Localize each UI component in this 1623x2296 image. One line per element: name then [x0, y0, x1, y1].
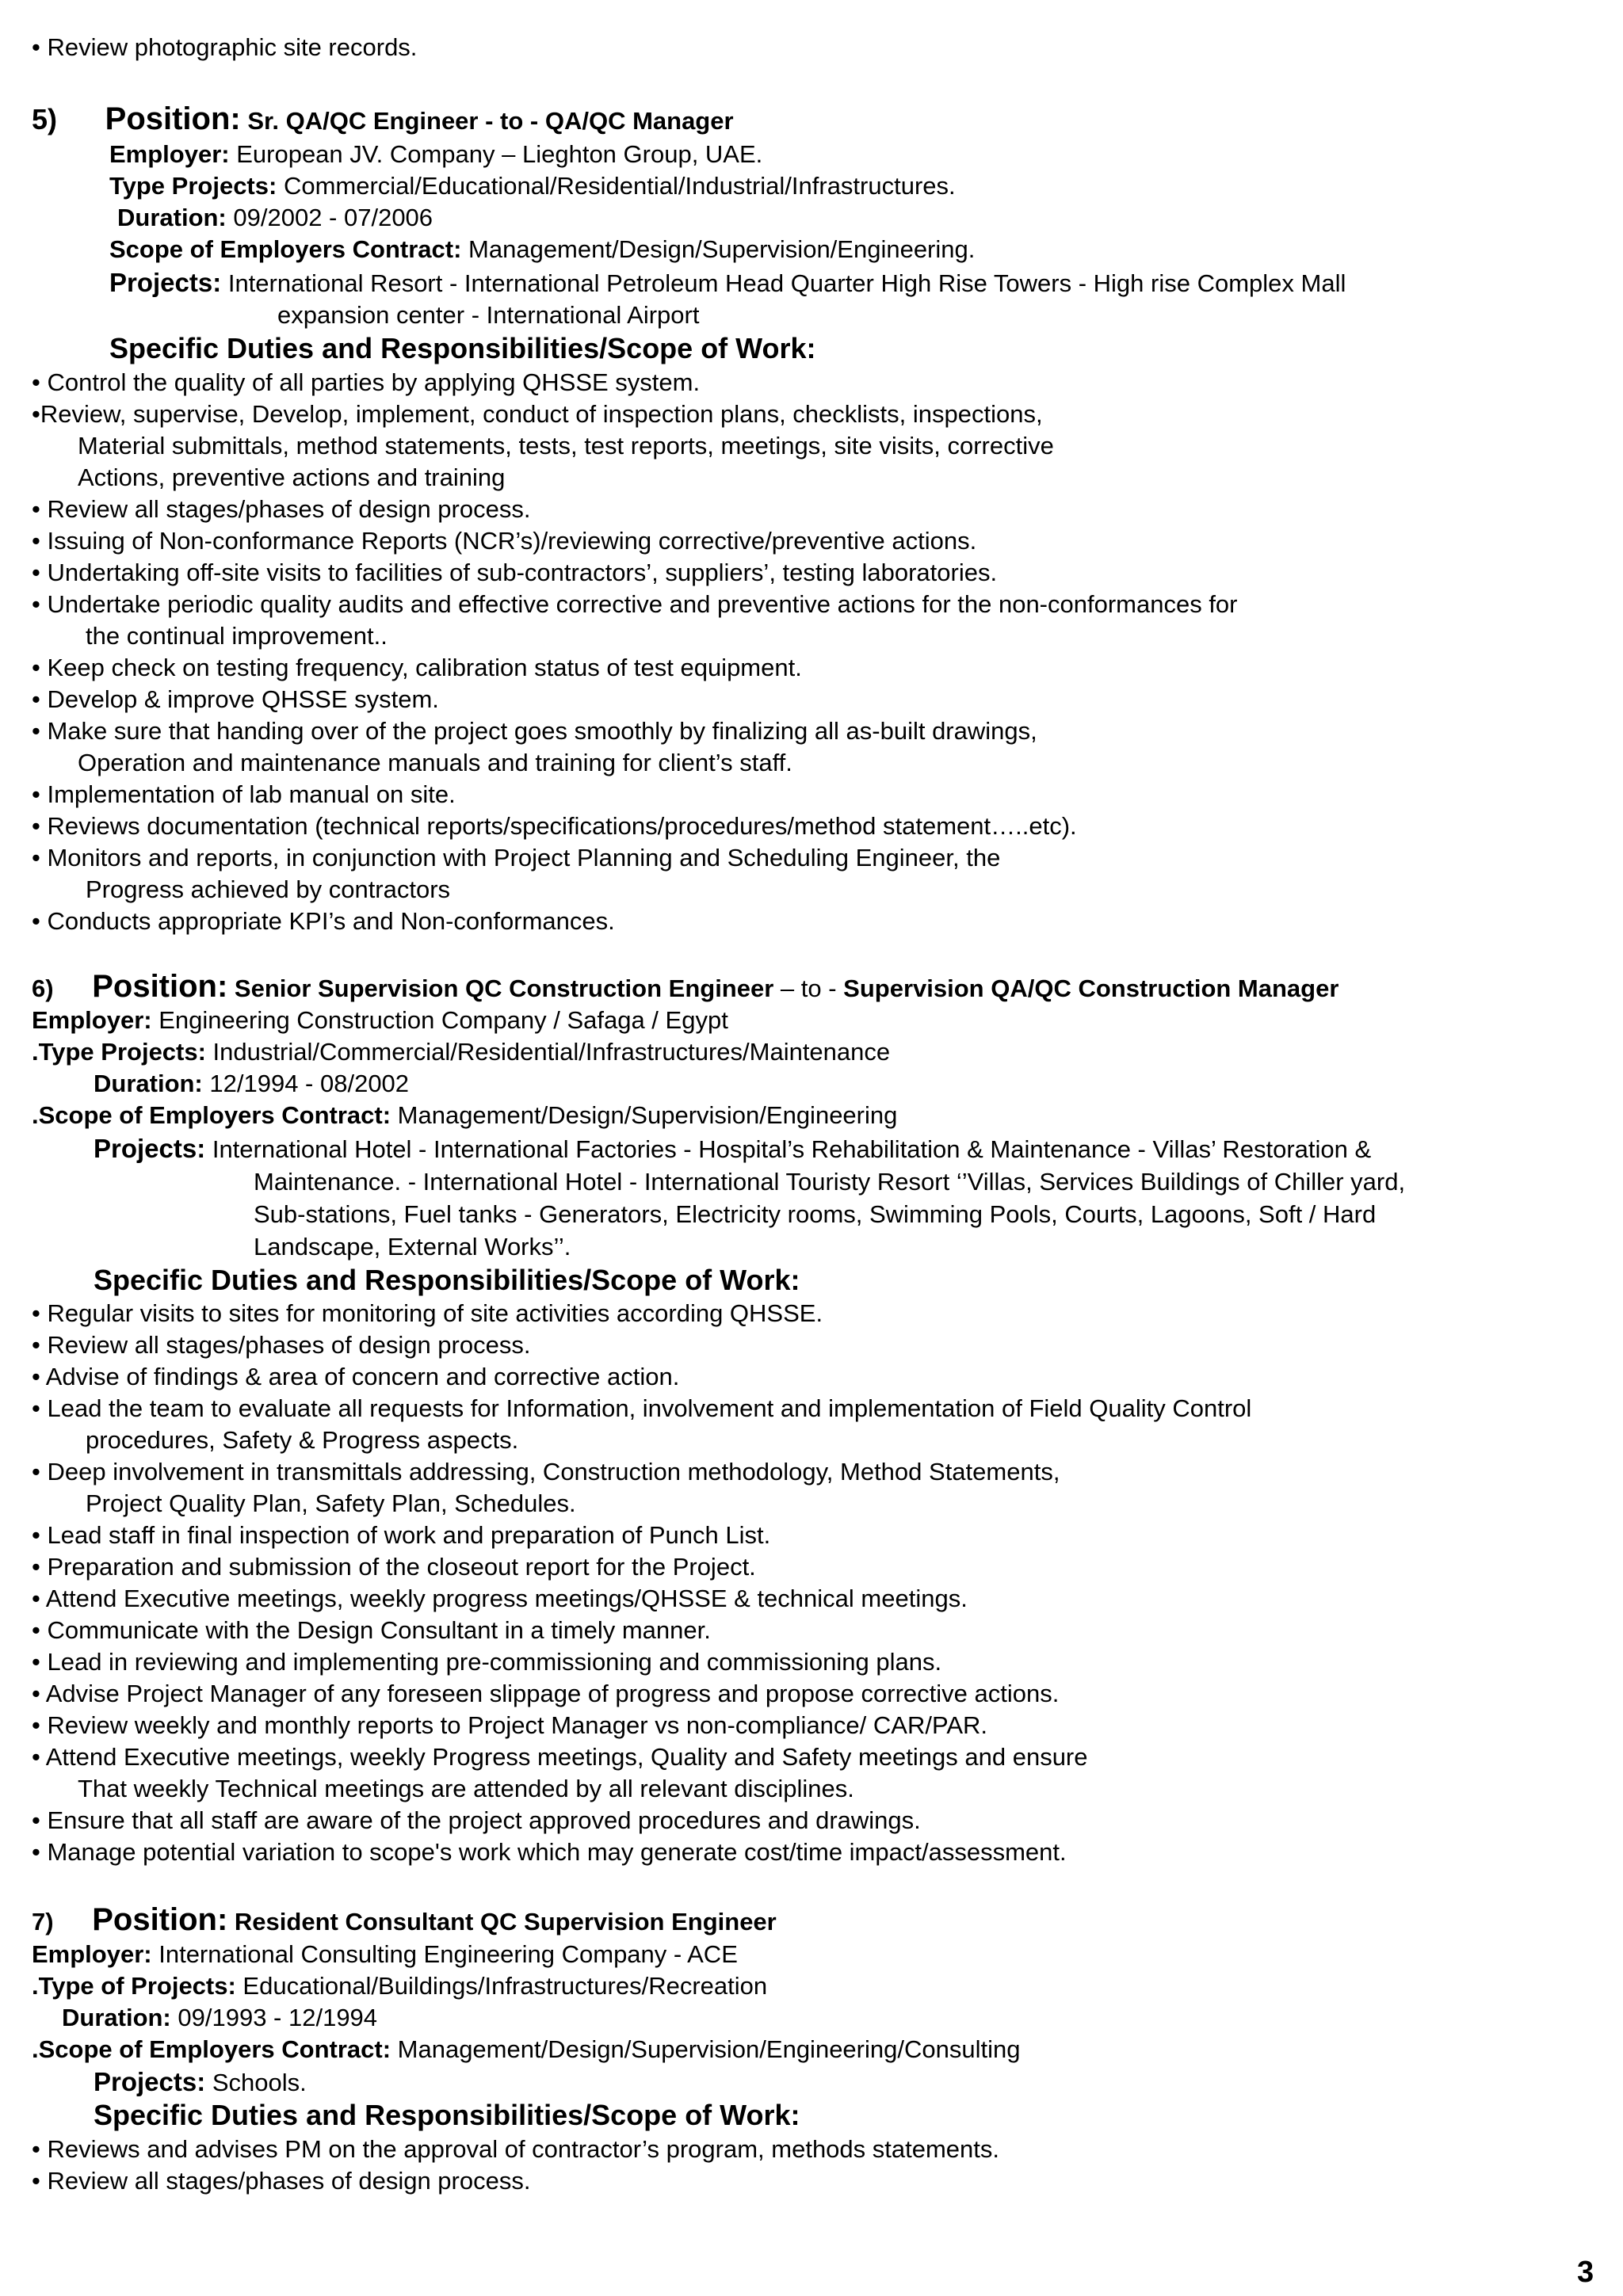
- section5-bullet-cont: the continual improvement..: [86, 622, 388, 650]
- section6-projects-line4: Landscape, External Works’’.: [254, 1233, 571, 1261]
- section5-bullet: • Keep check on testing frequency, calibration status of test equipment.: [32, 654, 802, 681]
- section5-bullet: • Issuing of Non-conformance Reports (NCR’s)/reviewing corrective/preventive actions.: [32, 527, 977, 555]
- section6-duties-heading: Specific Duties and Responsibilities/Scope of Work:: [94, 1264, 800, 1296]
- section5-bullet: • Undertake periodic quality audits and effective corrective and preventive actions for the non-conformances for: [32, 590, 1238, 618]
- section7-position-title: Resident Consultant QC Supervision Engineer: [234, 1908, 777, 1936]
- section5-bullet: • Monitors and reports, in conjunction with Project Planning and Scheduling Engineer, the: [32, 844, 1001, 871]
- section7-employer-label: Employer:: [32, 1940, 152, 1968]
- section6-duration-value: 12/1994 - 08/2002: [202, 1070, 410, 1097]
- section5-bullet: • Undertaking off-site visits to facilities of sub-contractors’, suppliers’, testing laboratories.: [32, 559, 998, 586]
- section7-header: [32, 1904, 777, 1938]
- section5-projects-line1: International Resort - International Petroleum Head Quarter High Rise Towers - High rise Complex Mall: [221, 269, 1346, 297]
- section6-type-label: .Type Projects:: [32, 1038, 206, 1066]
- section5-bullet: •Review, supervise, Develop, implement, conduct of inspection plans, checklists, inspections,: [32, 400, 1043, 428]
- section5-bullet-cont: Operation and maintenance manuals and training for client’s staff.: [78, 749, 792, 776]
- section7-type-value: Educational/Buildings/Infrastructures/Recreation: [235, 1972, 768, 2000]
- section6-position-part2: Supervision QA/QC Construction Manager: [843, 974, 1339, 1002]
- section5-bullet: • Reviews documentation (technical reports/specifications/procedures/method statement…..etc).: [32, 812, 1077, 840]
- section7-projects-label: Projects:: [94, 2067, 206, 2096]
- section5-employer-label: Employer:: [109, 140, 230, 168]
- section7-projects: [94, 2066, 307, 2099]
- section6-position-label: Position:: [92, 969, 228, 1004]
- section5-projects-line2: expansion center - International Airport: [277, 301, 700, 329]
- section5-bullet: • Implementation of lab manual on site.: [32, 780, 456, 808]
- section5-bullet: • Develop & improve QHSSE system.: [32, 685, 439, 713]
- section5-projects: [109, 267, 1346, 299]
- section6-bullet: • Lead in reviewing and implementing pre-commissioning and commissioning plans.: [32, 1648, 942, 1676]
- section5-scope-label: Scope of Employers Contract:: [109, 235, 462, 263]
- section6-number: 6): [32, 974, 54, 1002]
- section6-projects-label: Projects:: [94, 1134, 206, 1163]
- section7-number: 7): [32, 1908, 54, 1936]
- section6-bullet: • Review all stages/phases of design process.: [32, 1331, 531, 1359]
- section6-projects-line3: Sub-stations, Fuel tanks - Generators, Electricity rooms, Swimming Pools, Courts, Lagoons, Soft / Hard: [254, 1200, 1377, 1228]
- section5-scope: [109, 234, 975, 265]
- section5-bullet-cont: Actions, preventive actions and training: [78, 463, 506, 491]
- section5-position-title: Sr. QA/QC Engineer - to - QA/QC Manager: [247, 107, 734, 135]
- section7-employer-value: International Consulting Engineering Company - ACE: [151, 1940, 738, 1968]
- section6-scope-value: Management/Design/Supervision/Engineering: [391, 1101, 898, 1129]
- section6-projects-line1: International Hotel - International Factories - Hospital’s Rehabilitation & Maintenance - Villas’ Restoration &: [205, 1135, 1372, 1163]
- section6-duration-label: Duration:: [94, 1070, 203, 1097]
- section5-position-label: Position:: [105, 101, 241, 136]
- intro-bullet: • Review photographic site records.: [32, 33, 418, 61]
- section6-bullet: • Lead staff in final inspection of work and preparation of Punch List.: [32, 1521, 771, 1549]
- section7-duties-heading: Specific Duties and Responsibilities/Scope of Work:: [94, 2099, 800, 2131]
- section5-bullet: • Conducts appropriate KPI’s and Non-conformances.: [32, 907, 615, 935]
- section6-position-part1: Senior Supervision QC Construction Engineer: [234, 974, 774, 1002]
- section5-bullet: • Make sure that handing over of the project goes smoothly by finalizing all as-built drawings,: [32, 717, 1037, 745]
- section5-header: [32, 103, 734, 137]
- section6-bullet: • Lead the team to evaluate all requests for Information, involvement and implementation of Field Quality Control: [32, 1394, 1252, 1422]
- section7-employer: [32, 1939, 738, 1970]
- section7-duration: [62, 2002, 377, 2034]
- section6-bullet: • Deep involvement in transmittals addressing, Construction methodology, Method Statements,: [32, 1458, 1060, 1486]
- section6-bullet: • Regular visits to sites for monitoring of site activities according QHSSE.: [32, 1299, 823, 1327]
- section7-scope-label: .Scope of Employers Contract:: [32, 2035, 391, 2063]
- section6-position-mid: – to -: [773, 974, 844, 1002]
- section5-type-value: Commercial/Educational/Residential/Industrial/Infrastructures.: [277, 172, 956, 200]
- section6-type-value: Industrial/Commercial/Residential/Infrastructures/Maintenance: [205, 1038, 891, 1066]
- section6-bullet-cont: procedures, Safety & Progress aspects.: [86, 1426, 519, 1454]
- section6-bullet: • Advise Project Manager of any foreseen slippage of progress and propose corrective actions.: [32, 1680, 1060, 1707]
- section6-bullet: • Manage potential variation to scope's work which may generate cost/time impact/assessment.: [32, 1838, 1067, 1866]
- section7-projects-value: Schools.: [205, 2069, 307, 2096]
- section5-duties-heading: Specific Duties and Responsibilities/Scope of Work:: [109, 332, 816, 364]
- section5-bullet: • Review all stages/phases of design process.: [32, 495, 531, 523]
- section6-bullet: • Attend Executive meetings, weekly progress meetings/QHSSE & technical meetings.: [32, 1585, 968, 1612]
- section5-type-label: Type Projects:: [109, 172, 277, 200]
- section5-bullet-cont: Progress achieved by contractors: [86, 875, 451, 903]
- section5-bullet-cont: Material submittals, method statements, tests, test reports, meetings, site visits, corrective: [78, 432, 1054, 460]
- section6-projects-line2: Maintenance. - International Hotel - International Touristy Resort ‘’Villas, Services Buildings of Chiller yard,: [254, 1168, 1406, 1196]
- section6-bullet-cont: That weekly Technical meetings are attended by all relevant disciplines.: [78, 1775, 854, 1802]
- section7-type-label: .Type of Projects:: [32, 1972, 236, 2000]
- section6-header: [32, 971, 1338, 1005]
- section6-bullet-cont: Project Quality Plan, Safety Plan, Schedules.: [86, 1489, 576, 1517]
- section6-scope-label: .Scope of Employers Contract:: [32, 1101, 391, 1129]
- section6-projects: [94, 1133, 1371, 1165]
- section6-bullet: • Ensure that all staff are aware of the project approved procedures and drawings.: [32, 1806, 921, 1834]
- section5-type: [109, 170, 956, 202]
- section5-number: 5): [32, 103, 58, 135]
- section6-scope: [32, 1100, 897, 1131]
- section5-scope-value: Management/Design/Supervision/Engineering.: [461, 235, 976, 263]
- section5-bullet: • Control the quality of all parties by applying QHSSE system.: [32, 368, 701, 396]
- section6-employer-value: Engineering Construction Company / Safaga / Egypt: [151, 1006, 728, 1034]
- section5-duration-value: 09/2002 - 07/2006: [226, 204, 433, 231]
- section5-duration-label: Duration:: [117, 204, 227, 231]
- section7-type: [32, 1970, 767, 2002]
- section7-scope-value: Management/Design/Supervision/Engineering/Consulting: [391, 2035, 1021, 2063]
- section7-duration-label: Duration:: [62, 2004, 171, 2031]
- section5-employer: [109, 139, 762, 170]
- section7-bullet: • Review all stages/phases of design process.: [32, 2167, 531, 2195]
- section6-duration: [94, 1068, 409, 1100]
- section7-scope: [32, 2034, 1020, 2065]
- page-number: 3: [1577, 2256, 1594, 2289]
- section6-bullet: • Communicate with the Design Consultant in a timely manner.: [32, 1616, 711, 1644]
- section6-bullet: • Review weekly and monthly reports to Project Manager vs non-compliance/ CAR/PAR.: [32, 1711, 988, 1739]
- section6-bullet: • Attend Executive meetings, weekly Progress meetings, Quality and Safety meetings and ensure: [32, 1743, 1088, 1771]
- section7-position-label: Position:: [92, 1902, 228, 1937]
- section6-bullet: • Preparation and submission of the closeout report for the Project.: [32, 1553, 756, 1581]
- section7-bullet: • Reviews and advises PM on the approval of contractor’s program, methods statements.: [32, 2135, 1000, 2163]
- section5-employer-value: European JV. Company – Lieghton Group, UAE.: [229, 140, 763, 168]
- section6-employer-label: Employer:: [32, 1006, 152, 1034]
- section6-bullet: • Advise of findings & area of concern and corrective action.: [32, 1363, 680, 1390]
- section6-type: [32, 1036, 890, 1068]
- section7-duration-value: 09/1993 - 12/1994: [170, 2004, 378, 2031]
- section5-projects-label: Projects:: [109, 268, 222, 297]
- section5-duration: [117, 202, 433, 234]
- section6-employer: [32, 1005, 728, 1036]
